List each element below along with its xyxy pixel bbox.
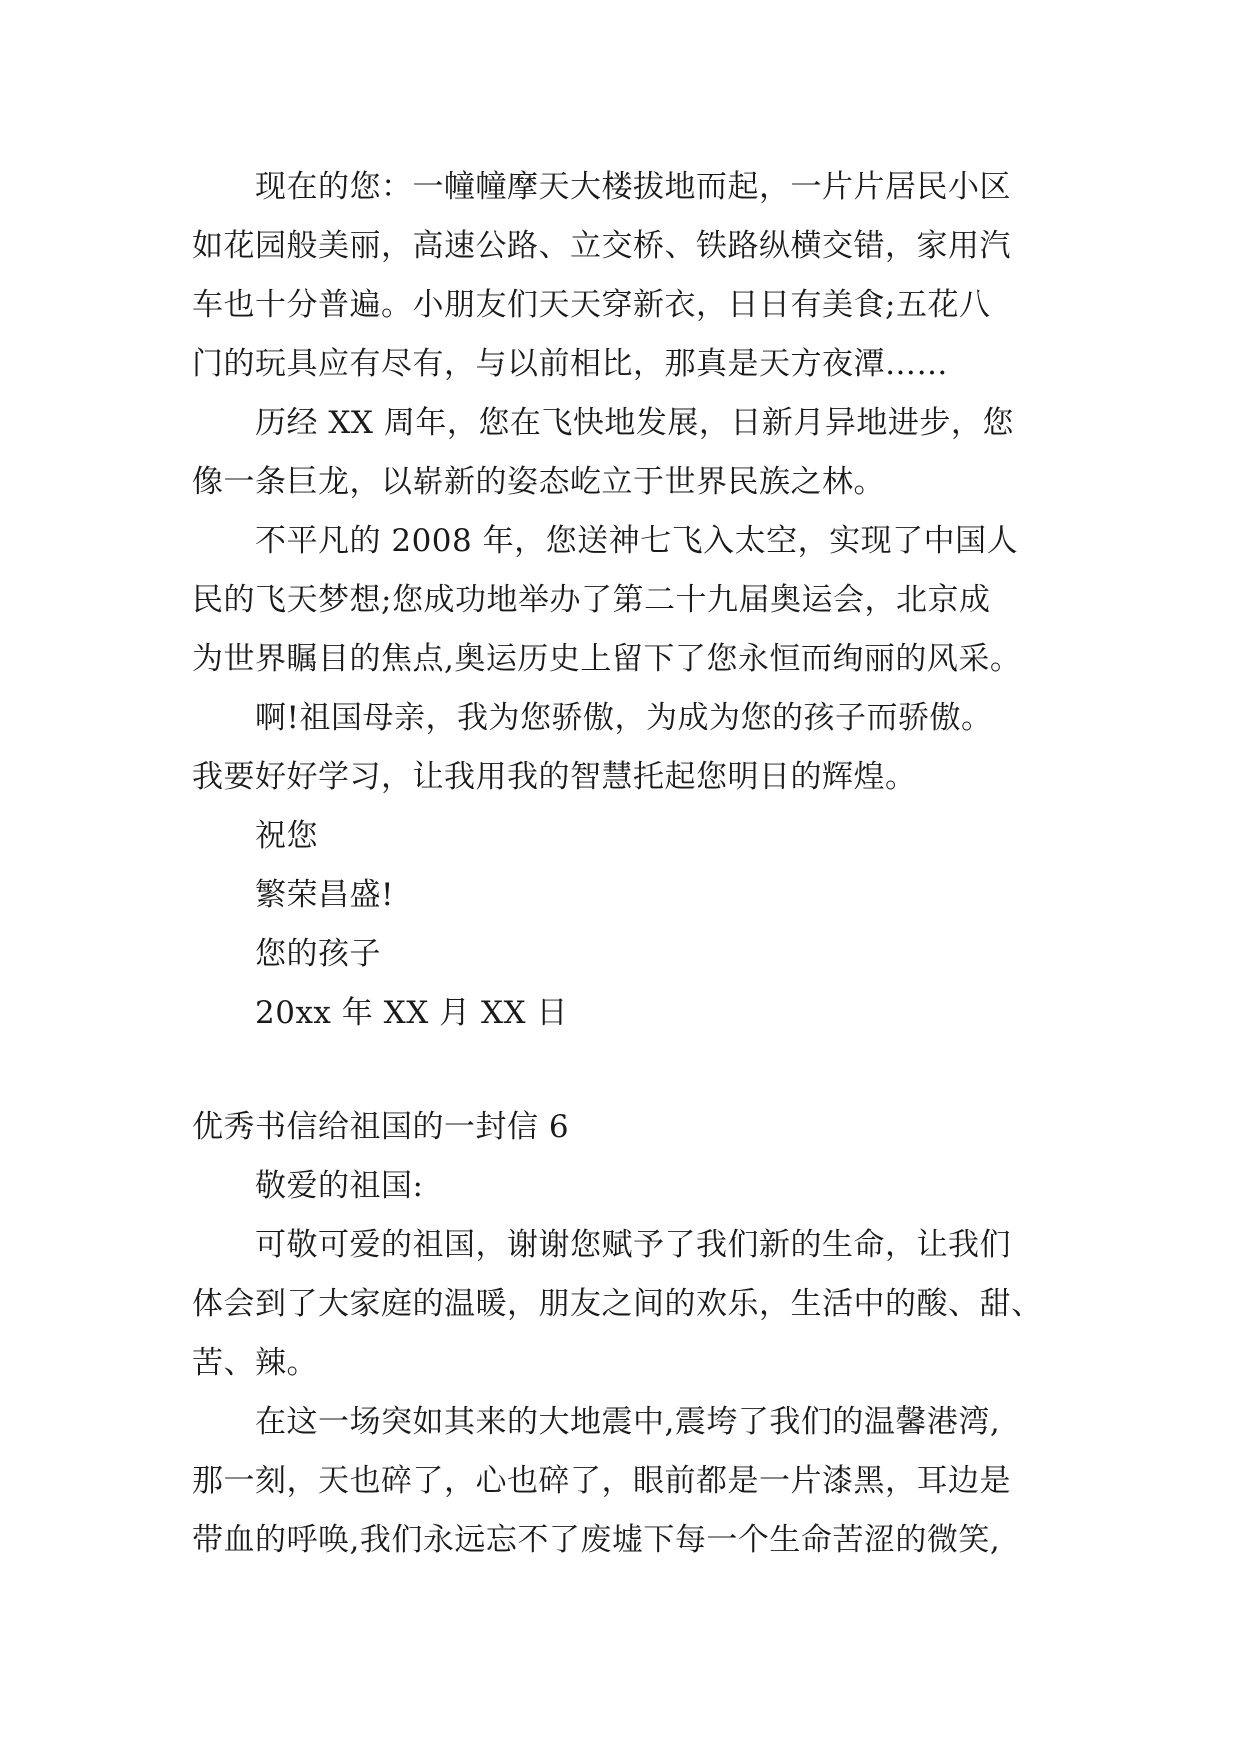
closing-wish: 繁荣昌盛!: [255, 877, 394, 913]
paragraph: [192, 512, 1052, 689]
text-line: 带血的呼唤,我们永远忘不了废墟下每一个生命苦涩的微笑,: [192, 1522, 1001, 1558]
signature: 您的孩子: [255, 936, 381, 972]
text-line: 为世界瞩目的焦点,奥运历史上留下了您永恒而绚丽的风采。: [192, 641, 1022, 677]
text-line: 可敬可爱的祖国，谢谢您赋予了我们新的生命，让我们: [255, 1227, 1011, 1263]
closing-line: 祝您: [255, 818, 318, 854]
text-line: 在这一场突如其来的大地震中,震垮了我们的温馨港湾,: [255, 1404, 1001, 1440]
text-line: 历经 XX 周年，您在飞快地发展，日新月异地进步，您: [255, 405, 1014, 441]
paragraph: [192, 158, 1052, 394]
text-line: 车也十分普遍。小朋友们天天穿新衣，日日有美食;五花八: [192, 287, 991, 323]
text-line: 如花园般美丽，高速公路、立交桥、铁路纵横交错，家用汽: [192, 228, 1011, 264]
text-line: 啊!祖国母亲，我为您骄傲，为成为您的孩子而骄傲。: [255, 700, 993, 736]
section-title: 优秀书信给祖国的一封信 6: [192, 1109, 570, 1145]
text-line: 那一刻，天也碎了，心也碎了，眼前都是一片漆黑，耳边是: [192, 1463, 1011, 1499]
paragraph: [192, 394, 1052, 512]
text-line: 不平凡的 2008 年，您送神七飞入太空，实现了中国人: [255, 523, 1019, 559]
section-gap: [192, 1043, 1052, 1098]
paragraph: [192, 1216, 1052, 1393]
text-line: 现在的您：一幢幢摩天大楼拔地而起，一片片居民小区: [255, 169, 1011, 205]
text-line: 我要好好学习，让我用我的智慧托起您明日的辉煌。: [192, 759, 917, 795]
text-line: 体会到了大家庭的温暖，朋友之间的欢乐，生活中的酸、甜、: [192, 1286, 1043, 1322]
paragraph: [192, 689, 1052, 807]
paragraph: [192, 1393, 1052, 1570]
document-page: [192, 158, 1052, 1570]
salutation: 敬爱的祖国:: [255, 1168, 424, 1204]
letter-date: 20xx 年 XX 月 XX 日: [255, 995, 568, 1031]
text-line: 门的玩具应有尽有，与以前相比，那真是天方夜潭……: [192, 346, 948, 382]
text-line: 民的飞天梦想;您成功地举办了第二十九届奥运会，北京成: [192, 582, 991, 618]
text-line: 苦、辣。: [192, 1345, 318, 1381]
text-line: 像一条巨龙，以崭新的姿态屹立于世界民族之林。: [192, 464, 885, 500]
